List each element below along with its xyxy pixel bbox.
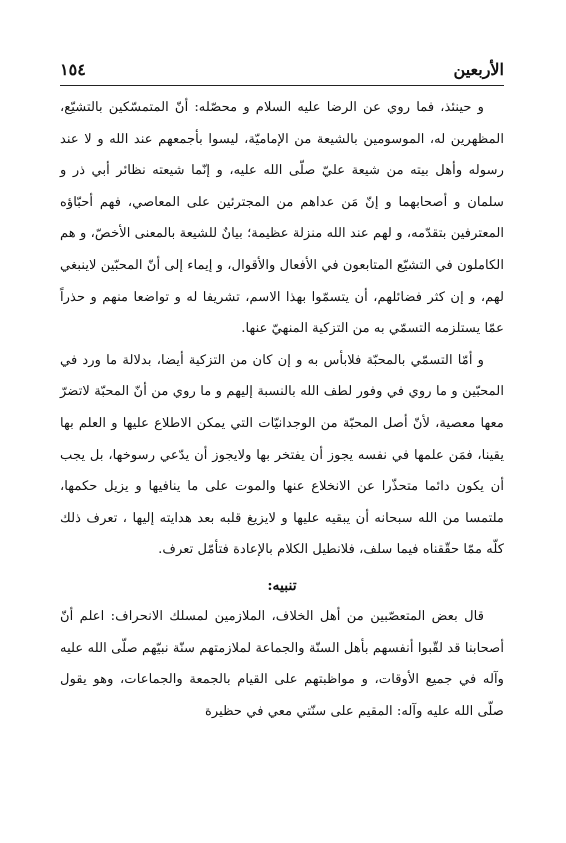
paragraph: و حينئذ، فما روي عن الرضا عليه السلام و محصّله: أنّ المتمسّكين بالتشيّع، المظهرين له، الموسومين بالشيعة من الإماميّة، ليسوا بأجمعهم عند الله و لا عند رسوله وأهل بيته من شيعة عليّ صلّى الله عليه، و إنّما شيعته نظائر أبي ذر و سلمان و أصحابهما و إنّ مَن عداهم من المجترئين على المعاصي، فهم أحبّاؤه المعترفين بتقدّمه، و لهم عند الله منزلة عظيمة؛ بيانٌ للشيعة بالمعنى الأخصّ، و هم الكاملون في التشيّع المتابعون في الأفعال والأقوال، و إيماء إلى أنّ المحبّين لاينبغي لهم، و إن كثر فضائلهم، أن يتسمّوا بهذا الاسم، تشريفا له و تواضعا منهم و حذراً عمّا يستلزمه التسمّي به من التزكية المنهيّ عنها.	[60, 100, 504, 337]
page-body	[60, 92, 504, 727]
paragraph: و أمّا التسمّي بالمحبّة فلابأس به و إن كان من التزكية أيضا، بدلالة ما ورد في المحبّين و ما روي في وفور لطف الله بالنسبة إليهم و ما روي من أنّ المحبّة لاتضرّ معها معصية، لأنّ أصل المحبّة من الوجدانيّات التي يمكن الاطلاع عليها و العلم بها يقينا، فمَن علمها في نفسه يجوز أن يفتخر بها ولايجوز أن يدّعي رسوخها، بل يجب أن يكون دائما متحذّرا عن الانخلاع عنها والموت على ما ينافيها و يزيل حكمها، ملتمسا من الله سبحانه أن يبقيه عليها و لايزيغ قلبه بعد هدايته إليها ، تعرف ذلك كلّه ممّا حقّقناه فيما سلف، فلانطيل الكلام بالإعادة فتأمّل تعرف.	[60, 352, 504, 558]
section-heading: تنبيه:	[267, 577, 297, 594]
running-title: الأربعين	[453, 60, 504, 79]
page-number: ١٥٤	[60, 60, 86, 79]
paragraph: قال بعض المتعصّبين من أهل الخلاف، الملازمين لمسلك الانحراف: اعلم أنّ أصحابنا قد لقّبوا أنفسهم بأهل السنّة والجماعة لملازمتهم سنّة نبيّهم صلّى الله عليه وآله في جميع الأوقات، و مواظبتهم على القيام بالجمعة والجماعات، وهو يقول صلّى الله عليه وآله: المقيم على سنّتي معي في حظيرة	[60, 608, 504, 719]
running-header	[60, 58, 504, 86]
header-rule	[60, 85, 504, 86]
